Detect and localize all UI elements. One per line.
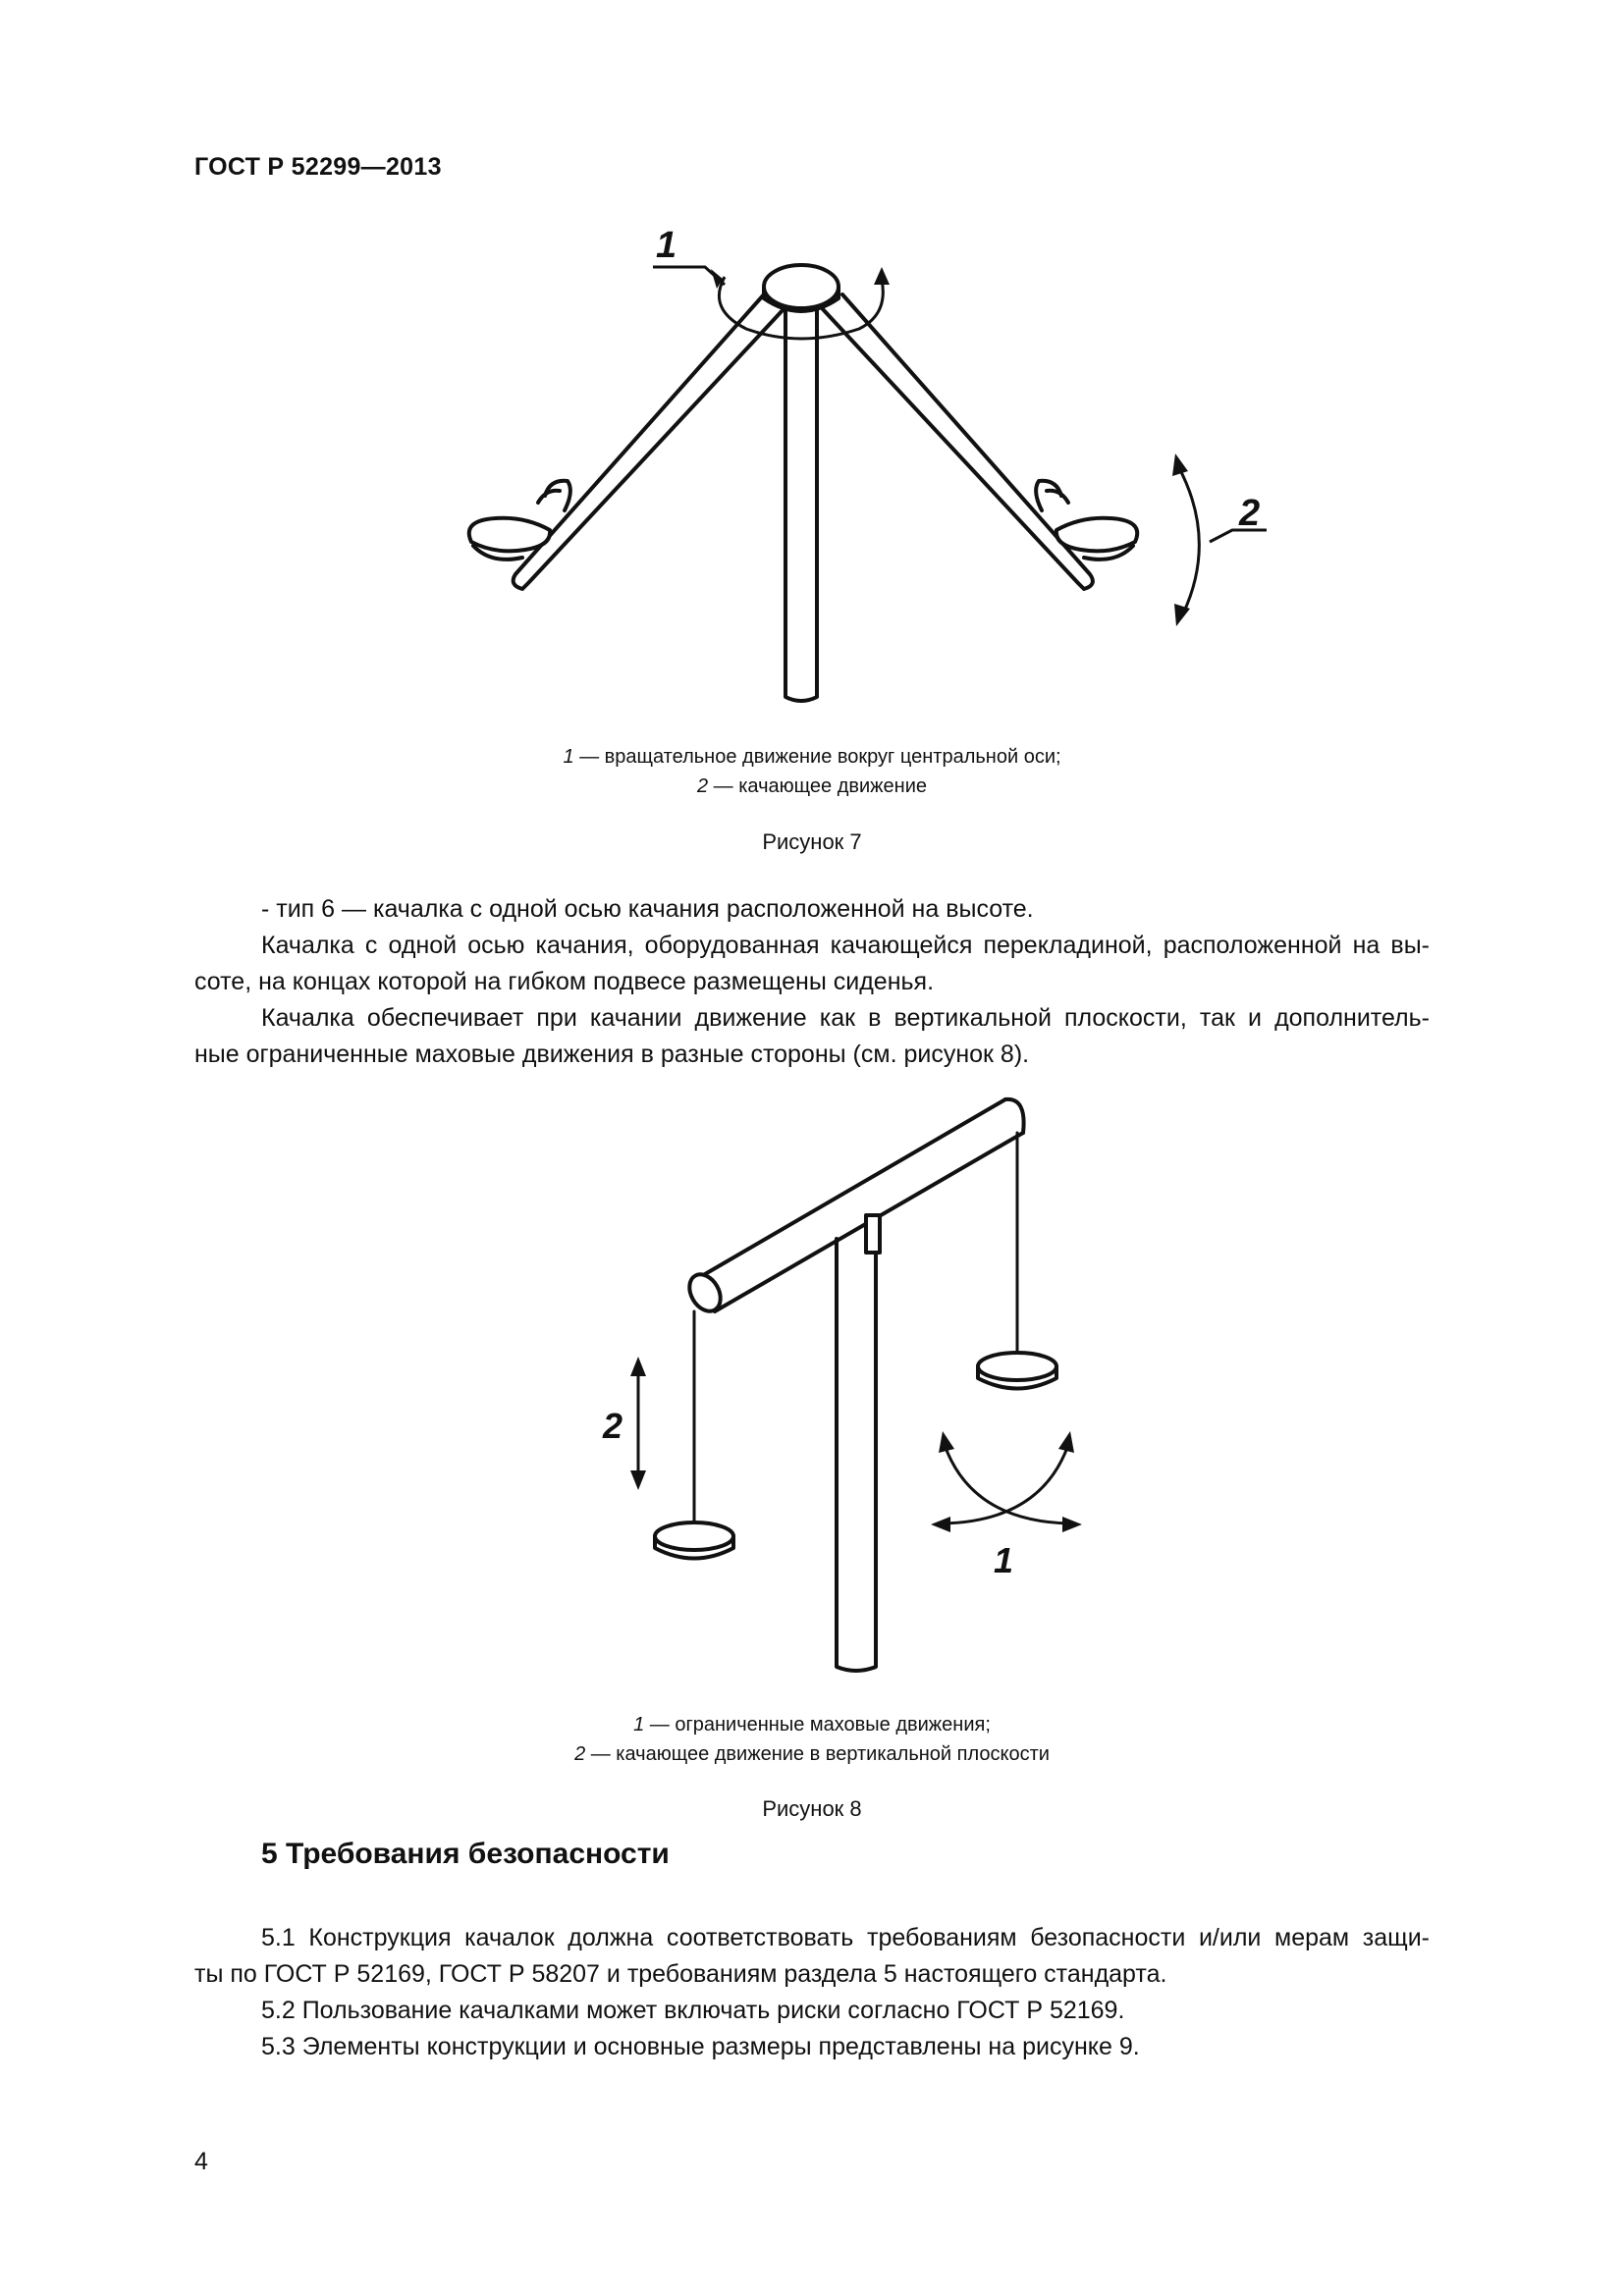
fig7-marker-2: 2	[1239, 493, 1261, 534]
left-seat	[655, 1522, 733, 1550]
left-seat	[469, 518, 550, 552]
crossbar	[705, 1099, 1023, 1311]
central-pole	[785, 302, 817, 701]
legend-item: 2 — качающее движение	[697, 775, 927, 797]
document-header: ГОСТ Р 52299—2013	[194, 153, 442, 181]
fig8-marker-2: 2	[603, 1406, 623, 1446]
text-block-1	[194, 891, 1430, 1073]
swing-arrow	[1178, 466, 1199, 614]
text-line: Качалка с одной осью качания, оборудованная качающейся перекладиной, расположенной на вы-	[261, 932, 1430, 959]
right-seat	[978, 1353, 1056, 1380]
figure-7-caption: Рисунок 7	[762, 829, 862, 854]
left-handle	[545, 481, 570, 510]
vertical-post	[837, 1239, 876, 1671]
legend-item: 2 — качающее движение в вертикальной плоскости	[574, 1743, 1050, 1765]
fig8-marker-1: 1	[994, 1540, 1014, 1580]
right-handle	[1036, 481, 1061, 510]
text-line: ты по ГОСТ Р 52169, ГОСТ Р 58207 и требованиям раздела 5 настоящего стандарта.	[194, 1960, 1167, 1988]
legend-item: 1 — вращательное движение вокруг центральной оси;	[563, 746, 1061, 768]
text-line: Качалка обеспечивает при качании движение как в вертикальной плоскости, так и дополнитель-	[261, 1004, 1430, 1032]
legend-item: 1 — ограниченные маховые движения;	[633, 1714, 991, 1735]
text-line: ные ограниченные маховые движения в разные стороны (см. рисунок 8).	[194, 1041, 1030, 1068]
text-line: - тип 6 — качалка с одной осью качания расположенной на высоте.	[261, 895, 1034, 923]
section-5-text	[194, 1920, 1430, 2065]
right-arm	[823, 294, 1093, 589]
figure-8-caption: Рисунок 8	[762, 1796, 862, 1821]
figure-8-legend	[0, 1710, 1624, 1769]
text-line: 5.2 Пользование качалками может включать риски согласно ГОСТ Р 52169.	[261, 1997, 1125, 2024]
figure-7-legend	[0, 742, 1624, 801]
swing-arrow-right	[943, 1445, 1068, 1523]
left-arm	[514, 294, 784, 589]
top-cap	[764, 265, 839, 308]
right-seat	[1056, 518, 1137, 552]
page-number: 4	[194, 2148, 208, 2175]
text-line: 5.3 Элементы конструкции и основные размеры представлены на рисунке 9.	[261, 2033, 1140, 2060]
text-line: 5.1 Конструкция качалок должна соответствовать требованиям безопасности и/или мерам защи-	[261, 1924, 1430, 1951]
section-heading: 5 Требования безопасности	[261, 1838, 670, 1870]
figure-8-drawing	[0, 1070, 1624, 1698]
figure-7-drawing	[0, 0, 1624, 726]
fig7-marker-1: 1	[656, 225, 677, 266]
text-line: соте, на концах которой на гибком подвесе размещены сиденья.	[194, 968, 935, 995]
post-bracket	[866, 1215, 880, 1253]
